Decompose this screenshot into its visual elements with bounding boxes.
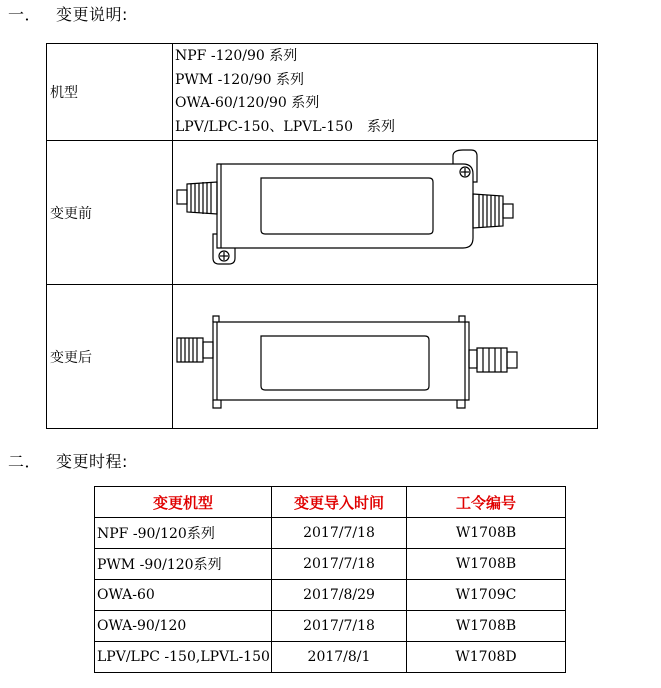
cell-order: W1708B bbox=[407, 611, 566, 642]
cell-model: OWA-60 bbox=[95, 580, 272, 611]
section-1-number: 一． bbox=[8, 5, 42, 24]
after-drawing-cell bbox=[173, 285, 598, 429]
change-description-table bbox=[46, 43, 598, 429]
cell-date: 2017/8/29 bbox=[272, 580, 407, 611]
change-schedule-table bbox=[94, 486, 566, 673]
section-1-heading bbox=[8, 2, 128, 25]
cell-order: W1709C bbox=[407, 580, 566, 611]
model-list-item: PWM -120/90 系列 bbox=[175, 71, 305, 88]
after-row bbox=[47, 285, 598, 429]
table-row bbox=[95, 611, 566, 642]
schedule-header-row bbox=[95, 487, 566, 518]
before-drawing-cell bbox=[173, 141, 598, 285]
header-model: 变更机型 bbox=[95, 487, 272, 518]
cell-model: OWA-90/120 bbox=[95, 611, 272, 642]
cell-order: W1708B bbox=[407, 518, 566, 549]
model-row bbox=[47, 44, 598, 141]
table-row bbox=[95, 580, 566, 611]
section-2-title: 变更时程: bbox=[56, 452, 128, 471]
section-1-title: 变更说明: bbox=[56, 5, 128, 24]
table-row bbox=[95, 549, 566, 580]
before-row bbox=[47, 141, 598, 285]
table-row bbox=[95, 642, 566, 673]
cell-date: 2017/7/18 bbox=[272, 518, 407, 549]
section-2-heading bbox=[8, 449, 128, 472]
power-supply-before-drawing bbox=[173, 142, 597, 284]
model-label: 机型 bbox=[47, 44, 173, 141]
header-date: 变更导入时间 bbox=[272, 487, 407, 518]
model-list-item: NPF -120/90 系列 bbox=[175, 48, 298, 64]
cell-date: 2017/8/1 bbox=[272, 642, 407, 673]
cell-model: PWM -90/120系列 bbox=[95, 549, 272, 580]
cell-model: NPF -90/120系列 bbox=[95, 518, 272, 549]
cell-date: 2017/7/18 bbox=[272, 549, 407, 580]
section-2-number: 二． bbox=[8, 452, 42, 471]
header-order: 工令编号 bbox=[407, 487, 566, 518]
model-list-item: LPV/LPC-150、LPVL-150 系列 bbox=[175, 118, 396, 135]
cell-model: LPV/LPC -150,LPVL-150 bbox=[95, 642, 272, 673]
after-label: 变更后 bbox=[47, 285, 173, 429]
model-list-item: OWA-60/120/90 系列 bbox=[175, 95, 320, 111]
cell-date: 2017/7/18 bbox=[272, 611, 407, 642]
cell-order: W1708B bbox=[407, 549, 566, 580]
cell-order: W1708D bbox=[407, 642, 566, 673]
before-label: 变更前 bbox=[47, 141, 173, 285]
table-row bbox=[95, 518, 566, 549]
model-list bbox=[173, 44, 598, 141]
power-supply-after-drawing bbox=[173, 286, 597, 428]
